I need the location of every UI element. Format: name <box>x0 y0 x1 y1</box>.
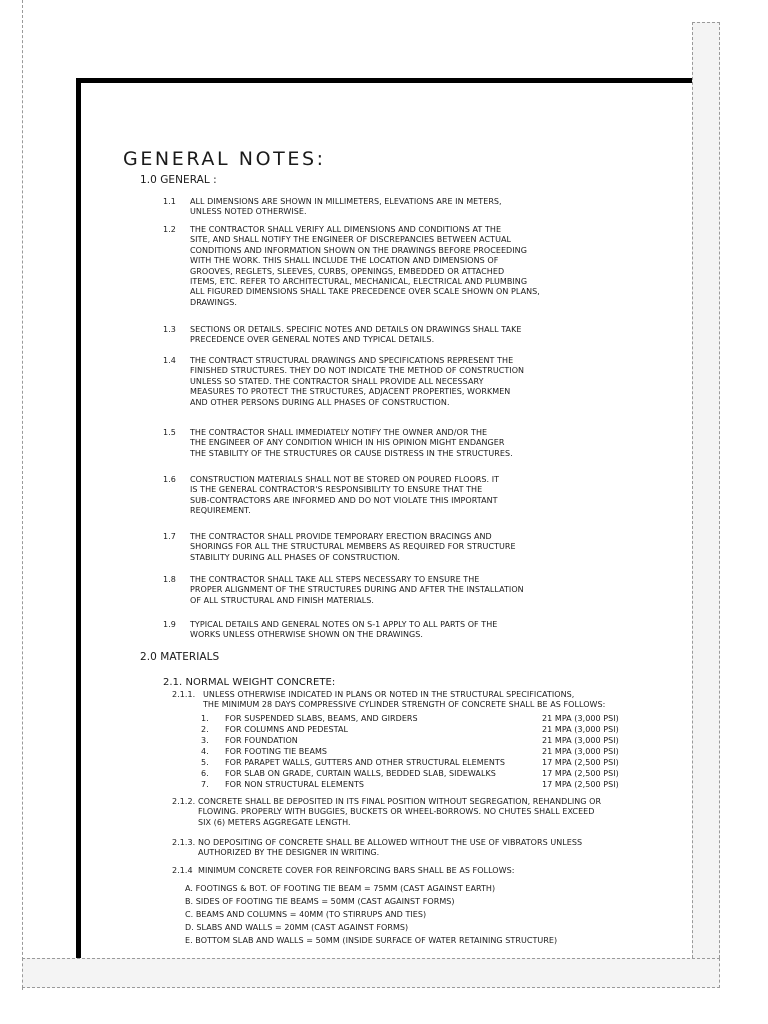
viewport-border-left <box>22 0 23 990</box>
cover-item: C. BEAMS AND COLUMNS = 40MM (TO STIRRUPS AND TIES) <box>185 910 427 919</box>
clause-text: UNLESS OTHERWISE INDICATED IN PLANS OR NOTED IN THE STRUCTURAL SPECIFICATIONS, THE MINIMUM 28 DAYS COMPRESSIVE CYLINDER STRENGTH OF CONCRETE SHALL BE AS FOLLOWS: <box>203 690 606 710</box>
strength-value: 21 MPA (3,000 PSI) <box>542 736 619 745</box>
strength-label: FOR FOOTING TIE BEAMS <box>225 747 328 756</box>
strength-num: 3. <box>201 736 209 745</box>
strength-label: FOR SLAB ON GRADE, CURTAIN WALLS, BEDDED SLAB, SIDEWALKS <box>225 769 496 778</box>
strength-value: 17 MPA (2,500 PSI) <box>542 780 619 789</box>
note-text: SECTIONS OR DETAILS. SPECIFIC NOTES AND DETAILS ON DRAWINGS SHALL TAKE PRECEDENCE OVER GENERAL NOTES AND TYPICAL DETAILS. <box>190 325 522 345</box>
note-text: THE CONTRACTOR SHALL TAKE ALL STEPS NECESSARY TO ENSURE THE PROPER ALIGNMENT OF THE STRUCTURES DURING AND AFTER THE INSTALLATION OF ALL STRUCTURAL AND FINISH MATERIALS. <box>190 575 524 605</box>
strength-label: FOR PARAPET WALLS, GUTTERS AND OTHER STRUCTURAL ELEMENTS <box>225 758 505 767</box>
section-heading-materials: 2.0 MATERIALS <box>140 651 220 663</box>
strength-num: 4. <box>201 747 209 756</box>
clause-number: 2.1.4 <box>172 866 193 875</box>
subsection-heading-concrete: 2.1. NORMAL WEIGHT CONCRETE: <box>163 677 336 688</box>
note-number: 1.7 <box>163 532 176 541</box>
cover-item: A. FOOTINGS & BOT. OF FOOTING TIE BEAM = 75MM (CAST AGAINST EARTH) <box>185 884 496 893</box>
clause-number: 2.1.1. <box>172 690 196 699</box>
note-number: 1.8 <box>163 575 176 584</box>
section-heading-general: 1.0 GENERAL : <box>140 174 217 186</box>
note-text: CONSTRUCTION MATERIALS SHALL NOT BE STORED ON POURED FLOORS. IT IS THE GENERAL CONTRACTOR'S RESPONSIBILITY TO ENSURE THAT THE SUB-CONTRACTORS ARE INFORMED AND DO NOT VIOLATE THIS IMPORTANT REQUIREMENT. <box>190 475 500 516</box>
cover-item: E. BOTTOM SLAB AND WALLS = 50MM (INSIDE SURFACE OF WATER RETAINING STRUCTURE) <box>185 936 558 945</box>
cover-item: B. SIDES OF FOOTING TIE BEAMS = 50MM (CAST AGAINST FORMS) <box>185 897 455 906</box>
strength-label: FOR COLUMNS AND PEDESTAL <box>225 725 349 734</box>
strength-label: FOR SUSPENDED SLABS, BEAMS, AND GIRDERS <box>225 714 418 723</box>
note-number: 1.5 <box>163 428 176 437</box>
strength-num: 2. <box>201 725 209 734</box>
strength-label: FOR NON STRUCTURAL ELEMENTS <box>225 780 365 789</box>
note-text: TYPICAL DETAILS AND GENERAL NOTES ON S-1 APPLY TO ALL PARTS OF THE WORKS UNLESS OTHERWISE SHOWN ON THE DRAWINGS. <box>190 620 498 640</box>
note-number: 1.6 <box>163 475 176 484</box>
note-text: THE CONTRACTOR SHALL PROVIDE TEMPORARY ERECTION BRACINGS AND SHORINGS FOR ALL THE STRUCTURAL MEMBERS AS REQUIRED FOR STRUCTURE STABILITY DURING ALL PHASES OF CONSTRUCTION. <box>190 532 516 562</box>
strength-value: 21 MPA (3,000 PSI) <box>542 747 619 756</box>
cover-item: D. SLABS AND WALLS = 20MM (CAST AGAINST FORMS) <box>185 923 409 932</box>
note-number: 1.2 <box>163 225 176 234</box>
strength-num: 5. <box>201 758 209 767</box>
strength-value: 21 MPA (3,000 PSI) <box>542 714 619 723</box>
clause-text: MINIMUM CONCRETE COVER FOR REINFORCING BARS SHALL BE AS FOLLOWS: <box>198 866 515 875</box>
note-number: 1.9 <box>163 620 176 629</box>
strength-value: 17 MPA (2,500 PSI) <box>542 758 619 767</box>
note-number: 1.1 <box>163 197 176 206</box>
clause-text: NO DEPOSITING OF CONCRETE SHALL BE ALLOWED WITHOUT THE USE OF VIBRATORS UNLESS AUTHORIZED BY THE DESIGNER IN WRITING. <box>198 838 583 858</box>
note-number: 1.3 <box>163 325 176 334</box>
strength-num: 1. <box>201 714 209 723</box>
right-margin-strip <box>692 22 720 988</box>
clause-text: CONCRETE SHALL BE DEPOSITED IN ITS FINAL POSITION WITHOUT SEGREGATION, REHANDLING OR FLOWING. PROPERLY WITH BUGGIES, BUCKETS OR WHEEL-BORROWS. NO CHUTES SHALL EXCEED SIX (6) METERS AGGREGATE LENGTH. <box>198 797 602 827</box>
page-title: GENERAL NOTES: <box>123 148 326 170</box>
clause-number: 2.1.2. <box>172 797 196 806</box>
strength-num: 6. <box>201 769 209 778</box>
note-text: THE CONTRACT STRUCTURAL DRAWINGS AND SPECIFICATIONS REPRESENT THE FINISHED STRUCTURES. THEY DO NOT INDICATE THE METHOD OF CONSTRUCTION UNLESS SO STATED. THE CONTRACTOR SHALL PROVIDE ALL NECESSARY MEASURES TO PROTECT THE STRUCTURES, ADJACENT PROPERTIES, WORKMEN AND OTHER PERSONS DURING ALL PHASES OF CONSTRUCTION. <box>190 356 525 407</box>
strength-value: 21 MPA (3,000 PSI) <box>542 725 619 734</box>
note-text: THE CONTRACTOR SHALL IMMEDIATELY NOTIFY THE OWNER AND/OR THE THE ENGINEER OF ANY CONDITION WHICH IN HIS OPINION MIGHT ENDANGER THE STABILITY OF THE STRUCTURES OR CAUSE DISTRESS IN THE STRUCTURES. <box>190 428 513 458</box>
note-number: 1.4 <box>163 356 176 365</box>
strength-label: FOR FOUNDATION <box>225 736 298 745</box>
clause-number: 2.1.3. <box>172 838 196 847</box>
strength-num: 7. <box>201 780 209 789</box>
bottom-margin-strip <box>22 958 720 988</box>
strength-value: 17 MPA (2,500 PSI) <box>542 769 619 778</box>
note-text: THE CONTRACTOR SHALL VERIFY ALL DIMENSIONS AND CONDITIONS AT THE SITE, AND SHALL NOTIFY THE ENGINEER OF DISCREPANCIES BETWEEN ACTUAL CONDITIONS AND INFORMATION SHOWN ON THE DRAWINGS BEFORE PROCEEDING WITH THE WORK. THIS SHALL INCLUDE THE LOCATION AND DIMENSIONS OF GROOVES, REGLETS, SLEEVES, CURBS, OPENINGS, EMBEDDED OR ATTACHED ITEMS, ETC. REFER TO ARCHITECTURAL, MECHANICAL, ELECTRICAL AND PLUMBING ALL FIGURED DIMENSIONS SHALL TAKE PRECEDENCE OVER SCALE SHOWN ON PLANS, DRAWINGS. <box>190 225 540 307</box>
note-text: ALL DIMENSIONS ARE SHOWN IN MILLIMETERS, ELEVATIONS ARE IN METERS, UNLESS NOTED OTHERWISE. <box>190 197 502 217</box>
